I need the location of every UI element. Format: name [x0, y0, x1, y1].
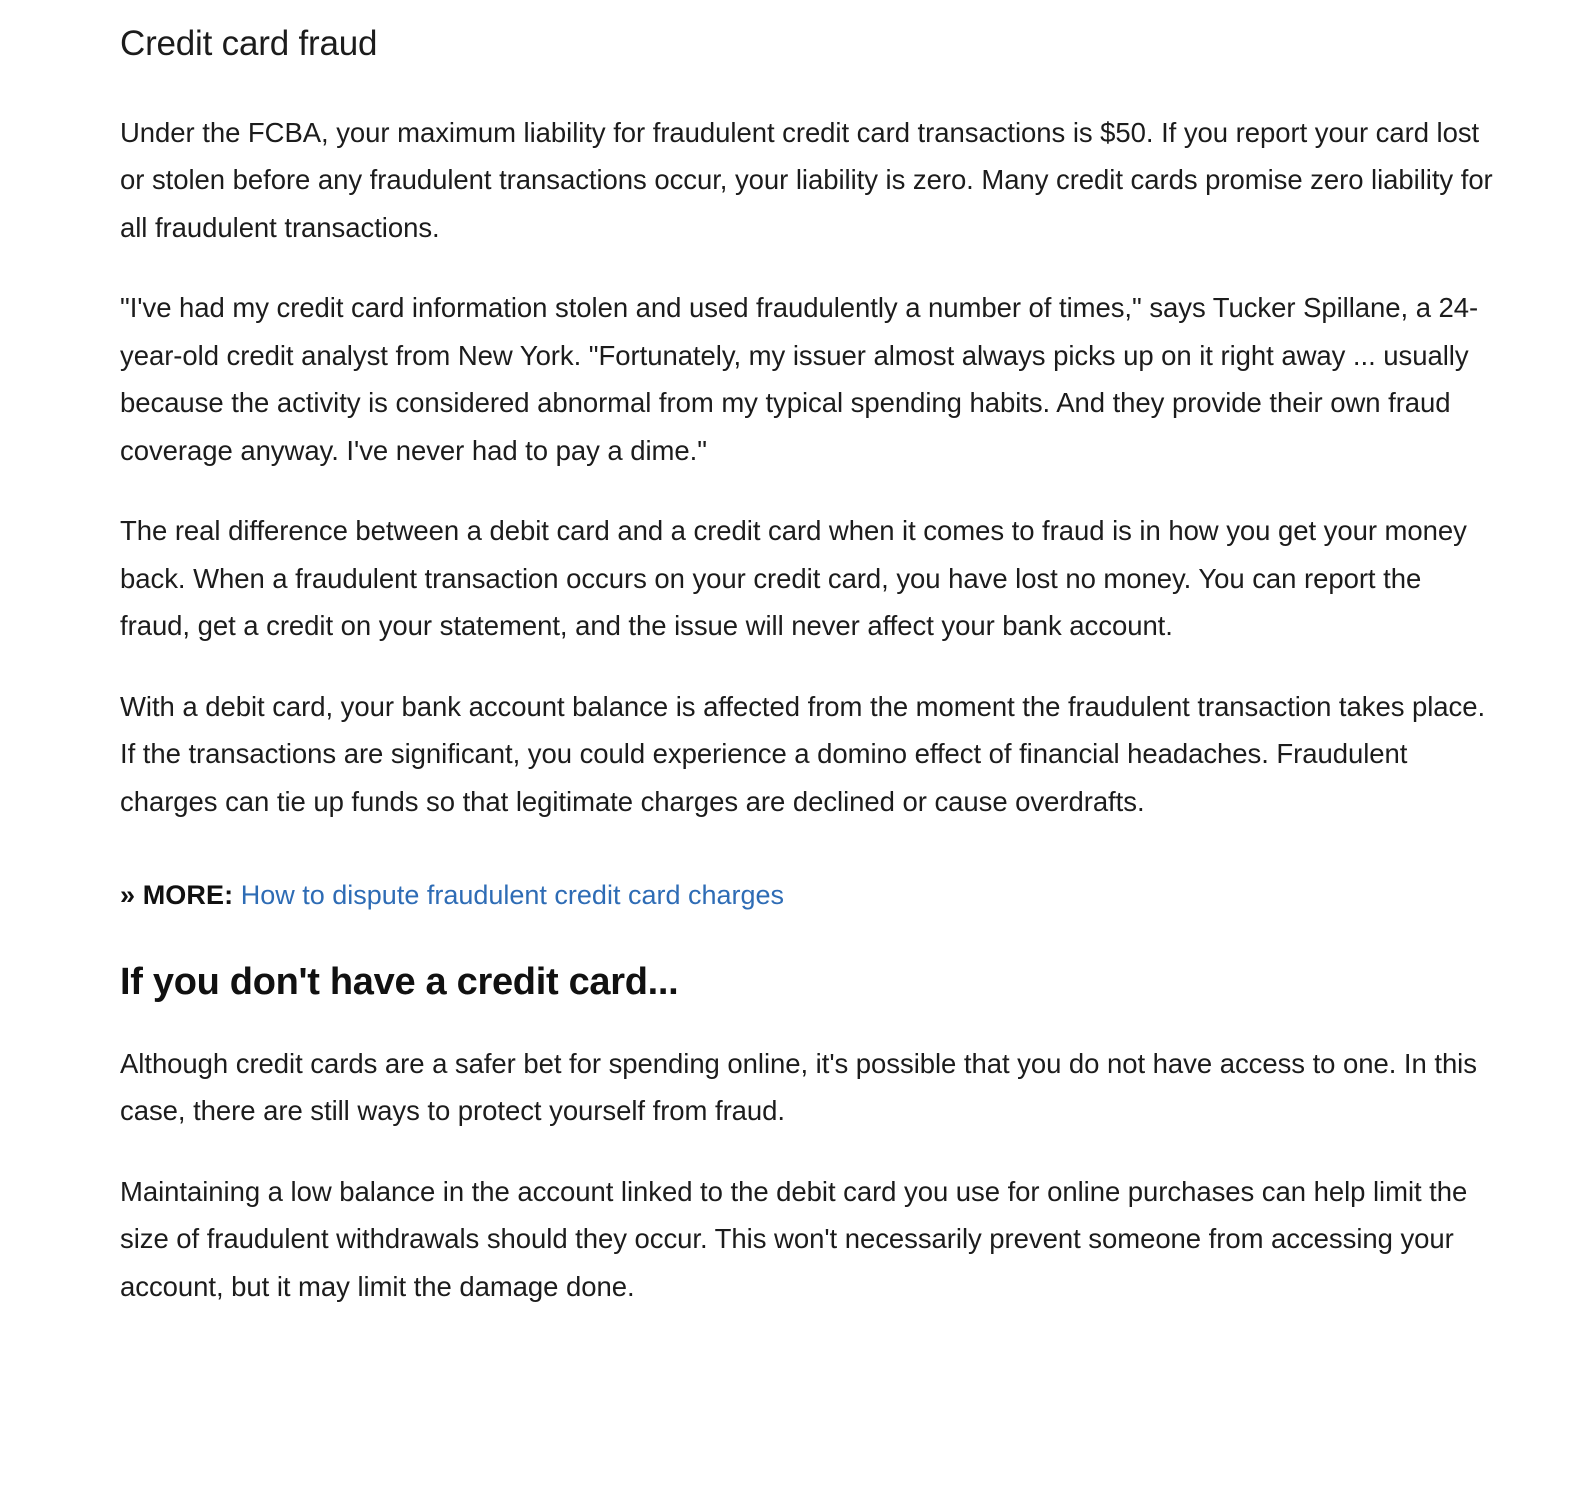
more-callout [120, 873, 1493, 917]
more-callout-prefix: » MORE: [120, 880, 234, 911]
bottom-spacer [120, 1310, 1493, 1324]
paragraph-debit-card-impact: With a debit card, your bank account balance is affected from the moment the fraudulent transaction takes place. If the transactions are significant, you could experience a domino effect of financial headaches. Fraudulent charges can tie up funds so that legitimate charges are declined or cause overdrafts. [120, 690, 1486, 817]
paragraph-low-balance-tip: Maintaining a low balance in the account linked to the debit card you use for online purchases can help limit the size of fraudulent withdrawals should they occur. This won't necessarily prevent someone from accessing your account, but it may limit the damage done. [120, 1175, 1468, 1302]
paragraph-no-credit-card-intro: Although credit cards are a safer bet for spending online, it's possible that you do not have access to one. In this case, there are still ways to protect yourself from fraud. [120, 1047, 1477, 1127]
paragraph-fcba-liability: Under the FCBA, your maximum liability for fraudulent credit card transactions is $50. If you report your card lost or stolen before any fraudulent transactions occur, your liability is zero. Many credit cards promise zero liability for all fraudulent transactions. [120, 116, 1493, 243]
paragraph-quote-tucker-spillane: "I've had my credit card information stolen and used fraudulently a number of times," says Tucker Spillane, a 24-year-old credit analyst from New York. "Fortunately, my issuer almost always picks up on it right away ... usually because the activity is considered abnormal from my typical spending habits. And they provide their own fraud coverage anyway. I've never had to pay a dime." [120, 292, 1479, 466]
more-callout-link[interactable]: How to dispute fraudulent credit card charges [240, 880, 785, 911]
paragraph-debit-vs-credit-difference: The real difference between a debit card and a credit card when it comes to fraud is in how you get your money back. When a fraudulent transaction occurs on your credit card, you have lost no money. You can report the fraud, get a credit on your statement, and the issue will never affect your bank account. [120, 515, 1467, 642]
sub-heading-no-credit-card: If you don't have a credit card... [120, 961, 679, 1004]
page-title: Credit card fraud [120, 24, 378, 63]
